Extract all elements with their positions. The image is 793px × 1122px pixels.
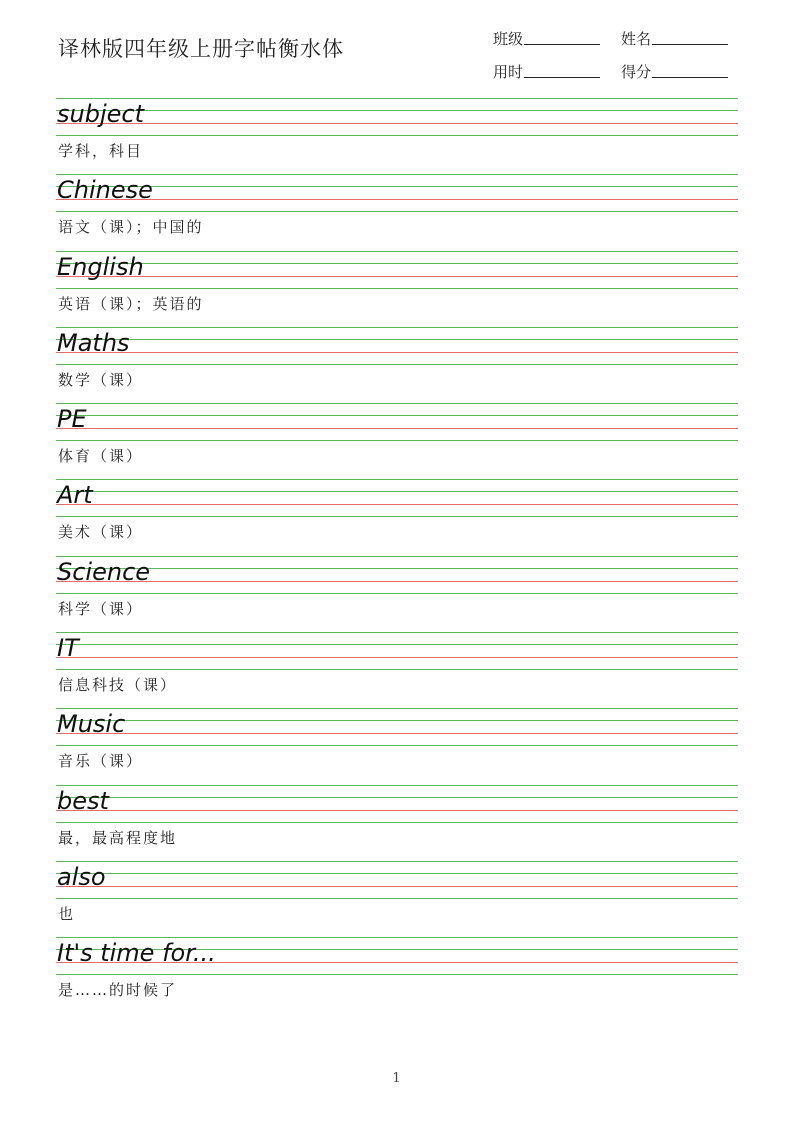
vocab-meaning: 学科，科目 (58, 142, 144, 160)
name-label: 姓名 (621, 30, 652, 48)
guide-line-green (56, 440, 738, 441)
vocab-word: Science (57, 557, 151, 586)
vocab-word: Chinese (57, 176, 153, 205)
writing-guide-lines (56, 479, 738, 517)
vocab-meaning: 数学（课） (58, 370, 144, 389)
vocab-entry (56, 632, 738, 708)
vocab-meaning: 语文（课）；中国的 (58, 218, 204, 237)
vocab-meaning: 科学（课） (58, 599, 144, 618)
guide-line-green (56, 669, 738, 670)
page-title: 译林版四年级上册字帖衡水体 (58, 37, 344, 61)
class-label: 班级 (493, 30, 524, 48)
guide-line-green (56, 632, 738, 633)
page-number: 1 (392, 1071, 401, 1086)
vocab-word: also (57, 862, 106, 891)
writing-guide-lines (56, 785, 738, 823)
guide-line-green (56, 339, 738, 340)
guide-line-green (56, 263, 738, 264)
vocab-entry (56, 708, 738, 784)
baseline-red (56, 886, 738, 887)
writing-guide-lines (56, 861, 738, 899)
guide-line-green (56, 327, 738, 328)
guide-line-green (56, 644, 738, 645)
vocabulary-list (56, 98, 738, 1014)
guide-line-green (56, 556, 738, 557)
score-label: 得分 (621, 63, 652, 81)
time-blank[interactable] (524, 77, 600, 78)
guide-line-green (56, 288, 738, 289)
class-field (493, 28, 621, 49)
vocab-meaning: 体育（课） (58, 447, 144, 466)
writing-guide-lines (56, 98, 738, 136)
vocab-meaning: 英语（课）；英语的 (58, 294, 204, 313)
guide-line-green (56, 593, 738, 594)
guide-line-green (56, 98, 738, 99)
guide-line-green (56, 822, 738, 823)
vocab-meaning: 信息科技（课） (58, 676, 178, 695)
baseline-red (56, 123, 738, 124)
vocab-entry (56, 174, 738, 250)
guide-line-green (56, 186, 738, 187)
guide-line-green (56, 785, 738, 786)
vocab-word: best (57, 786, 109, 815)
vocab-entry (56, 937, 738, 1013)
student-info (493, 16, 753, 82)
vocab-meaning: 也 (58, 904, 76, 923)
vocab-entry (56, 785, 738, 861)
guide-line-green (56, 251, 738, 252)
guide-line-green (56, 797, 738, 798)
time-label: 用时 (493, 63, 524, 81)
guide-line-green (56, 516, 738, 517)
vocab-meaning: 美术（课） (58, 523, 144, 542)
baseline-red (56, 733, 738, 734)
writing-guide-lines (56, 632, 738, 670)
vocab-word: Music (57, 710, 126, 739)
vocab-entry (56, 556, 738, 632)
vocab-word: PE (57, 405, 87, 434)
guide-line-green (56, 720, 738, 721)
info-row-2 (493, 49, 753, 82)
vocab-entry (56, 479, 738, 555)
time-field (493, 61, 621, 82)
vocab-entry (56, 251, 738, 327)
name-blank[interactable] (652, 44, 728, 45)
baseline-red (56, 199, 738, 200)
vocab-entry (56, 327, 738, 403)
score-blank[interactable] (652, 77, 728, 78)
class-blank[interactable] (524, 44, 600, 45)
writing-guide-lines (56, 556, 738, 594)
name-field (621, 28, 749, 49)
writing-guide-lines (56, 708, 738, 746)
guide-line-green (56, 415, 738, 416)
guide-line-green (56, 364, 738, 365)
writing-guide-lines (56, 403, 738, 441)
guide-line-green (56, 403, 738, 404)
baseline-red (56, 276, 738, 277)
guide-line-green (56, 135, 738, 136)
vocab-entry (56, 403, 738, 479)
vocab-word: subject (57, 100, 144, 128)
guide-line-green (56, 211, 738, 212)
info-row-1 (493, 16, 753, 49)
baseline-red (56, 352, 738, 353)
baseline-red (56, 581, 738, 582)
guide-line-green (56, 898, 738, 899)
guide-line-green (56, 174, 738, 175)
guide-line-green (56, 873, 738, 874)
vocab-meaning: 最，最高程度地 (58, 828, 178, 847)
guide-line-green (56, 568, 738, 569)
vocab-word: Maths (57, 328, 130, 357)
guide-line-green (56, 745, 738, 746)
writing-guide-lines (56, 327, 738, 365)
writing-guide-lines (56, 251, 738, 289)
baseline-red (56, 810, 738, 811)
baseline-red (56, 504, 738, 505)
guide-line-green (56, 110, 738, 111)
guide-line-green (56, 479, 738, 480)
vocab-meaning: 音乐（课） (58, 752, 144, 771)
baseline-red (56, 428, 738, 429)
vocab-entry (56, 98, 738, 174)
guide-line-green (56, 974, 738, 975)
vocab-meaning: 是……的时候了 (58, 981, 178, 1000)
baseline-red (56, 657, 738, 658)
guide-line-green (56, 491, 738, 492)
vocab-word: English (57, 252, 144, 281)
guide-line-green (56, 708, 738, 709)
vocab-word: IT (57, 634, 79, 663)
score-field (621, 61, 749, 82)
writing-guide-lines (56, 174, 738, 212)
guide-line-green (56, 861, 738, 862)
vocab-entry (56, 861, 738, 937)
vocab-word: It's time for... (57, 939, 216, 968)
vocab-word: Art (57, 481, 93, 510)
